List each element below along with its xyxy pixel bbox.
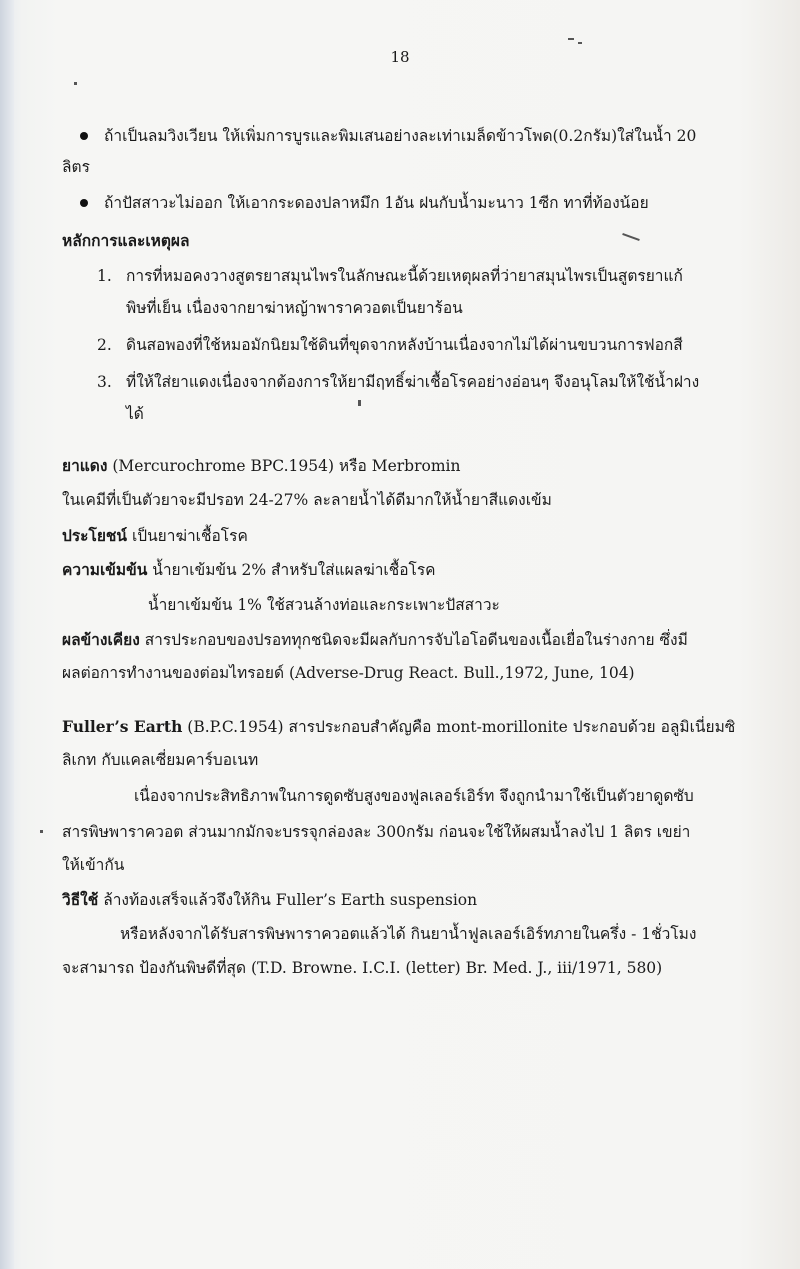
yadaeng-side-effect xyxy=(62,630,688,650)
yadaeng-title xyxy=(62,456,460,476)
principle-3-line-1: ที่ให้ใส่ยาแดงเนื่องจากต้องการให้ยามีฤทธิ์ฆ่าเชื้อโรคอย่างอ่อนๆ จึงอนุโลมให้ใช้น้ำฝาง xyxy=(126,373,700,391)
side-effect-label: ผลข้างเคียง xyxy=(62,630,140,649)
scan-speck xyxy=(568,38,574,40)
yadaeng-benefit xyxy=(62,526,248,546)
yadaeng-title-bold: ยาแดง xyxy=(62,456,108,475)
fullers-title xyxy=(62,717,735,737)
benefit-label: ประโยชน์ xyxy=(62,526,128,545)
fullers-title-rest: (B.P.C.1954) สารประกอบสำคัญคือ mont-morillonite ประกอบด้วย อลูมิเนี่ยมซิ xyxy=(182,718,736,736)
yadaeng-concentration-line-2: น้ำยาเข้มข้น 1% ใช้สวนล้างท่อและกระเพาะปัสสาวะ xyxy=(148,596,500,614)
scan-speck xyxy=(40,830,43,833)
scan-speck xyxy=(74,82,77,85)
scan-speck xyxy=(622,233,640,241)
principle-2-line-1: ดินสอพองที่ใช้หมอมักนิยมใช้ดินที่ขุดจากหลังบ้านเนื่องจากไม่ได้ผ่านขบวนการฟอกสี xyxy=(126,336,683,354)
usage-label: วิธีใช้ xyxy=(62,890,99,909)
concentration-text: น้ำยาเข้มข้น 2% สำหรับใส่แผลฆ่าเชื้อโรค xyxy=(147,561,436,579)
concentration-label: ความเข้มข้น xyxy=(62,560,148,579)
page-number: 18 xyxy=(390,48,410,66)
fullers-title-bold: Fuller’s Earth xyxy=(62,717,183,736)
scan-speck xyxy=(358,400,361,406)
principle-1-line-2: พิษที่เย็น เนื่องจากยาฆ่าหญ้าพาราควอตเป็นยาร้อน xyxy=(126,299,463,317)
usage-text: ล้างท้องเสร็จแล้วจึงให้กิน Fuller’s Earth suspension xyxy=(98,891,478,909)
principles-heading: หลักการและเหตุผล xyxy=(62,231,190,250)
principle-3-number: 3. xyxy=(97,373,112,391)
yadaeng-description: ในเคมีที่เป็นตัวยาจะมีปรอท 24-27% ละลายน้ำได้ดีมากให้น้ำยาสีแดงเข้ม xyxy=(62,491,552,509)
fullers-usage xyxy=(62,890,477,910)
fullers-paragraph-line-2: สารพิษพาราควอต ส่วนมากมักจะบรรจุกล่องละ 300กรัม ก่อนจะใช้ให้ผสมน้ำลงไป 1 ลิตร เขย่า xyxy=(62,823,691,841)
principle-3-line-2: ได้ xyxy=(126,405,144,423)
bullet-1-line-2: ลิตร xyxy=(62,158,90,176)
yadaeng-title-rest: (Mercurochrome BPC.1954) หรือ Merbromin xyxy=(107,457,461,475)
side-effect-text: สารประกอบของปรอททุกชนิดจะมีผลกับการจับไอโอดีนของเนื้อเยื่อในร่างกาย ซึ่งมี xyxy=(139,631,688,649)
bullet-dot xyxy=(80,132,88,140)
bullet-2-line-1: ถ้าปัสสาวะไม่ออก ให้เอากระดองปลาหมึก 1อัน ฝนกับน้ำมะนาว 1ซีก ทาที่ท้องน้อย xyxy=(104,194,649,212)
principle-2-number: 2. xyxy=(97,336,112,354)
benefit-text: เป็นยาฆ่าเชื้อโรค xyxy=(127,527,248,545)
principle-1-number: 1. xyxy=(97,267,112,285)
book-spine-shadow xyxy=(0,0,14,1269)
bullet-1-line-1: ถ้าเป็นลมวิงเวียน ให้เพิ่มการบูรและพิมเสนอย่างละเท่าเมล็ดข้าวโพด(0.2กรัม)ใส่ในน้ำ 20 xyxy=(104,127,697,145)
bullet-dot xyxy=(80,199,88,207)
scan-speck xyxy=(578,42,582,44)
principle-1-line-1: การที่หมอคงวางสูตรยาสมุนไพรในลักษณะนี้ด้วยเหตุผลที่ว่ายาสมุนไพรเป็นสูตรยาแก้ xyxy=(126,267,683,285)
fullers-title-line-2: ลิเกท กับแคลเซี่ยมคาร์บอเนท xyxy=(62,751,259,769)
yadaeng-concentration xyxy=(62,560,436,580)
yadaeng-side-effect-line-2: ผลต่อการทำงานของต่อมไทรอยด์ (Adverse-Drug React. Bull.,1972, June, 104) xyxy=(62,664,635,682)
fullers-usage-line-2: หรือหลังจากได้รับสารพิษพาราควอตแล้วได้ กินยาน้ำฟูลเลอร์เอิร์ทภายในครึ่ง - 1ชั่วโมง xyxy=(120,925,697,943)
fullers-usage-line-3: จะสามารถ ป้องกันพิษดีที่สุด (T.D. Browne. I.C.I. (letter) Br. Med. J., iii/1971, 580) xyxy=(62,959,663,977)
fullers-paragraph-line-3: ให้เข้ากัน xyxy=(62,856,125,874)
fullers-paragraph-line-1: เนื่องจากประสิทธิภาพในการดูดซับสูงของฟูลเลอร์เอิร์ท จึงถูกนำมาใช้เป็นตัวยาดูดซับ xyxy=(134,787,694,805)
